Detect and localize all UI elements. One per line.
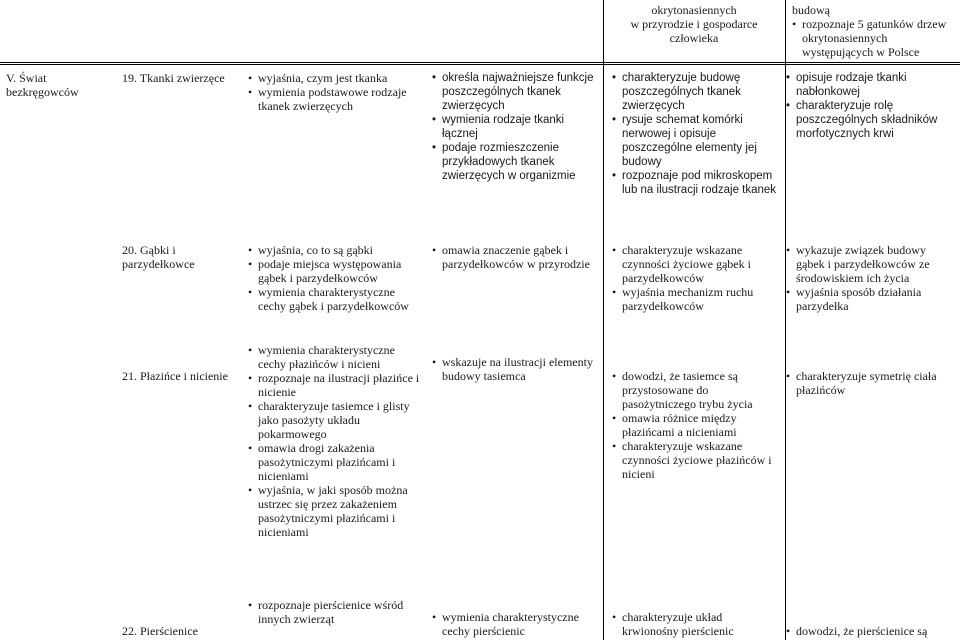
top-row-col6-text: budową (792, 3, 830, 17)
row19-col-requirements-2 (432, 71, 598, 183)
requirement-item: • wymienia podstawowe rodzaje tkanek zwierzęcych (248, 85, 423, 113)
row20-col-requirements-1 (248, 243, 420, 313)
requirement-item: • charakteryzuje tasiemce i glisty jako pasożyty układu pokarmowego (248, 399, 424, 441)
row22-col-requirements-1 (248, 598, 420, 626)
requirement-item: • omawia znaczenie gąbek i parzydełkowców w przyrodzie (432, 243, 602, 271)
requirement-item: • dowodzi, że tasiemce są przystosowane do pasożytniczego trybu życia (612, 369, 780, 411)
row19-col-requirements-1 (248, 71, 423, 113)
requirement-item: • wymienia charakterystyczne cechy pierścienic (432, 610, 602, 638)
requirement-item: • charakteryzuje rolę poszczególnych składników morfotycznych krwi (786, 99, 956, 141)
row21-col-requirements-3 (612, 369, 780, 481)
requirement-item: • wyjaśnia, w jaki sposób można ustrzec się przez zakażeniem pasożytniczymi płazińcami i nicieniami (248, 483, 424, 539)
section-heading: V. Świat bezkręgowców (6, 71, 79, 99)
requirement-item: • wskazuje na ilustracji elementy budowy tasiemca (432, 355, 602, 383)
topic-20: 20. Gąbki i parzydełkowce (122, 243, 195, 271)
topic-19: 19. Tkanki zwierzęce (122, 71, 225, 85)
row22-col-requirements-3 (612, 610, 780, 638)
topic-21: 21. Płazińce i nicienie (122, 369, 228, 383)
requirement-item: • omawia drogi zakażenia pasożytniczymi płazińcami i nicieniami (248, 441, 424, 483)
row22-col-requirements-2 (432, 610, 602, 638)
requirement-item: • wyjaśnia mechanizm ruchu parzydełkowców (612, 285, 780, 313)
requirement-item: • wyjaśnia, czym jest tkanka (248, 71, 423, 85)
row19-col-requirements-3 (612, 71, 780, 197)
requirement-item: • podaje rozmieszczenie przykładowych tkanek zwierzęcych w organizmie (432, 141, 598, 183)
row22-col-requirements-4 (786, 624, 956, 638)
column-divider (603, 0, 604, 640)
requirement-item: • wykazuje związek budowy gąbek i parzydełkowców ze środowiskiem ich życia (786, 243, 956, 285)
row-divider (0, 62, 960, 63)
requirement-item: • wyjaśnia sposób działania parzydełka (786, 285, 956, 313)
requirement-item: • charakteryzuje wskazane czynności życiowe płazińców i nicieni (612, 439, 780, 481)
topic-22: 22. Pierścienice (122, 624, 198, 638)
row21-col-requirements-1 (248, 343, 424, 539)
row19-col-requirements-4 (786, 71, 956, 141)
requirement-item: • charakteryzuje wskazane czynności życiowe gąbek i parzydełkowców (612, 243, 780, 285)
requirement-item: • wymienia charakterystyczne cechy płazińców i nicieni (248, 343, 424, 371)
requirement-item: • wymienia rodzaje tkanki łącznej (432, 113, 598, 141)
requirement-item: • charakteryzuje układ krwionośny pierścienic (612, 610, 780, 638)
requirement-item: • opisuje rodzaje tkanki nabłonkowej (786, 71, 956, 99)
row-divider (0, 64, 960, 65)
top-row-col6 (792, 3, 956, 59)
row20-col-requirements-4 (786, 243, 956, 313)
requirement-item: • dowodzi, że pierścienice są (786, 624, 956, 638)
requirement-item: • charakteryzuje symetrię ciała płazińców (786, 369, 956, 397)
requirement-item: • podaje miejsca występowania gąbek i parzydełkowców (248, 257, 420, 285)
row20-col-requirements-3 (612, 243, 780, 313)
requirement-item: • charakteryzuje budowę poszczególnych tkanek zwierzęcych (612, 71, 780, 113)
requirement-item: • rozpoznaje pod mikroskopem lub na ilustracji rodzaje tkanek (612, 169, 780, 197)
requirement-item: • wyjaśnia, co to są gąbki (248, 243, 420, 257)
top-row-col5: okrytonasiennych w przyrodzie i gospodarce człowieka (630, 3, 758, 45)
requirement-item: • określa najważniejsze funkcje poszczególnych tkanek zwierzęcych (432, 71, 598, 113)
requirement-item: • rozpoznaje pierścienice wśród innych zwierząt (248, 598, 420, 626)
top-row-col6-item: • rozpoznaje 5 gatunków drzew okrytonasiennych występujących w Polsce (792, 17, 956, 59)
row21-col-requirements-4 (786, 369, 956, 397)
row21-col-requirements-2 (432, 355, 602, 383)
row20-col-requirements-2 (432, 243, 602, 271)
requirement-item: • rysuje schemat komórki nerwowej i opisuje poszczególne elementy jej budowy (612, 113, 780, 169)
requirement-item: • wymienia charakterystyczne cechy gąbek i parzydełkowców (248, 285, 420, 313)
requirement-item: • omawia różnice między płazińcami a nicieniami (612, 411, 780, 439)
requirement-item: • rozpoznaje na ilustracji płazińce i nicienie (248, 371, 424, 399)
